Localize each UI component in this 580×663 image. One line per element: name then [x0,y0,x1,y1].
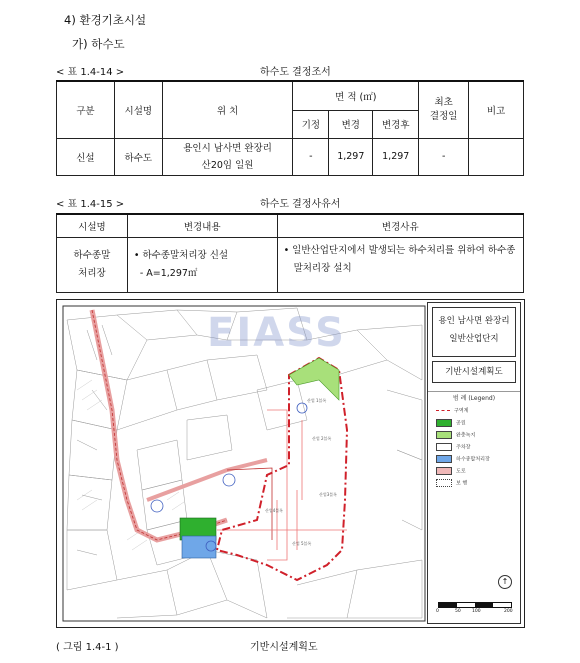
col-remark-header: 비고 [469,81,524,138]
project-title-box [432,307,516,357]
cell-first: - [419,138,469,175]
map-legend-panel [427,302,521,624]
col-name-header: 시설명 [114,81,162,138]
legend-buffer: 완충녹지 [436,431,475,439]
svg-text:산업 1블록: 산업 1블록 [307,398,327,403]
scale-bar [438,602,512,608]
cell-name: 하수도 [114,138,162,175]
scale-tick-200: 200 [504,609,513,614]
reason-line1: • 일반산업단지에서 발생되는 하수처리를 위하여 하수종 [283,244,516,256]
svg-text:산업 2블록: 산업 2블록 [312,436,332,441]
cell-remark [469,138,524,175]
cell-reason [277,237,523,292]
section-heading: 4) 환경기초시설 [64,13,147,27]
cell-facility [57,237,128,292]
legend-park: 공원 [436,419,466,427]
svg-text:산업4블록: 산업4블록 [265,508,284,513]
table1-caption-title: 하수도 결정조서 [260,67,331,78]
legend-road: 도로 [436,467,466,475]
col-change-header: 변경 [329,110,373,138]
svg-text:산업 5블록: 산업 5블록 [292,541,312,546]
cell-content [127,237,277,292]
content-line1: • 하수종말처리장 신설 [133,249,229,261]
table2-caption-title: 하수도 결정사유서 [260,199,341,210]
sewer-decision-table [56,80,524,176]
section-subheading: 가) 하수도 [72,37,125,51]
reason-line2: 말처리장 설치 [293,262,352,274]
cell-existing: - [293,138,329,175]
scale-tick-0: 0 [436,609,439,614]
facility-line2: 처리장 [78,267,106,279]
facility-line1: 하수종말 [73,249,111,261]
legend-walk: 보 행 [436,479,467,487]
scale-tick-50: 50 [455,609,461,614]
legend-parking: 주차장 [436,443,471,451]
location-line2: 산20임 일원 [201,159,254,171]
north-arrow-icon: ↑ [498,575,512,589]
col-first-header: 최초 결정일 [419,81,469,138]
col-reason-header: 변경사유 [277,214,523,237]
table1-caption-number: < 표 1.4-14 > [56,67,125,78]
cell-type: 신설 [57,138,115,175]
scale-tick-100: 100 [472,609,481,614]
col-location-header: 위 치 [162,81,293,138]
table2-caption-number: < 표 1.4-15 > [56,199,125,210]
col-facility-header: 시설명 [57,214,128,237]
cell-after: 1,297 [373,138,419,175]
content-line2: - A=1,297㎡ [139,267,198,279]
col-area-header: 면 적 (㎡) [293,81,419,110]
col-content-header: 변경내용 [127,214,277,237]
legend-title: 범 례 (Legend) [452,395,496,402]
cell-location [162,138,293,175]
svg-text:산업3블록: 산업3블록 [319,492,338,497]
legend-treatment: 하수종말처리장 [436,455,490,463]
plan-title-box: 기반시설계획도 [432,361,516,383]
figure-caption-title: 기반시설계획도 [250,642,318,653]
treatment-plant [182,536,216,558]
location-line1: 용인시 남사면 완장리 [183,142,272,154]
col-after-header: 변경후 [373,110,419,138]
col-existing-header: 기정 [293,110,329,138]
watermark: EIASS [207,310,346,356]
legend-boundary: 구역계 [436,407,469,414]
project-title-line2: 일반산업단지 [449,334,499,344]
project-title-line1: 용인 남사면 완장리 [438,316,510,326]
col-type-header: 구분 [57,81,115,138]
sewer-reason-table [56,213,524,293]
figure-caption-number: ( 그림 1.4-1 ) [56,642,119,653]
cell-change: 1,297 [329,138,373,175]
